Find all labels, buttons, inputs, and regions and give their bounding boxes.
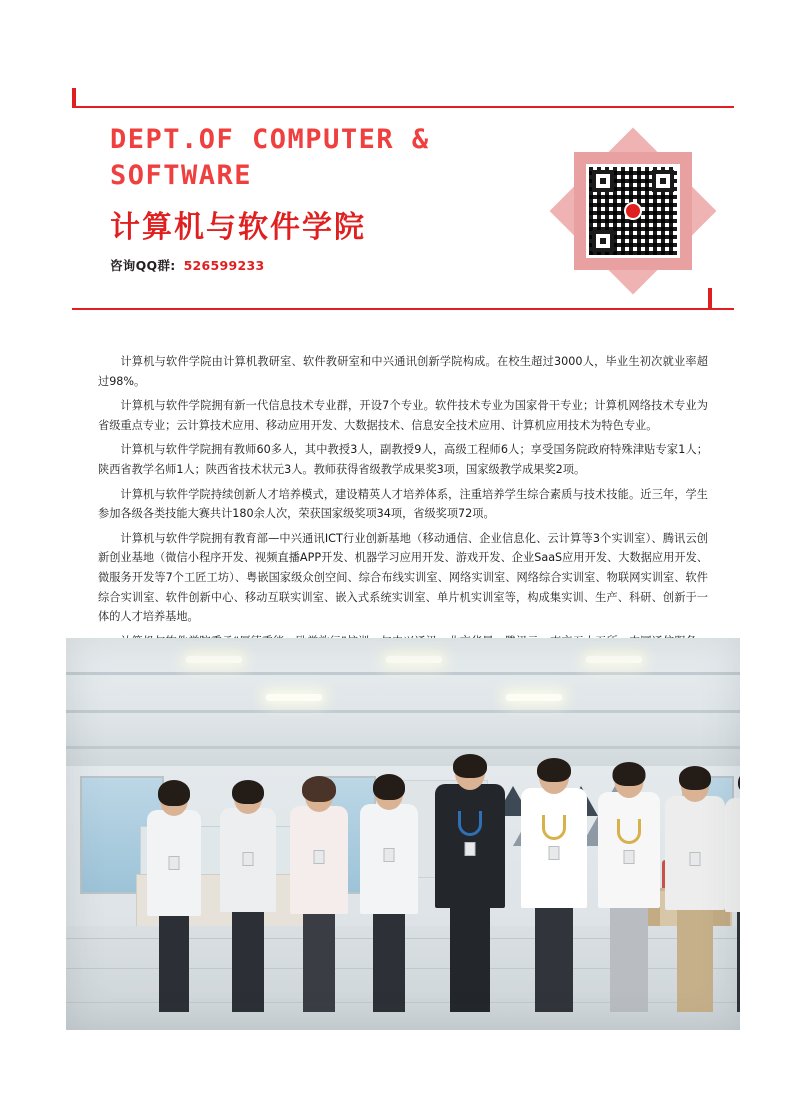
qq-group-line: [110, 256, 265, 274]
faculty-group-photo: [66, 638, 740, 1030]
person-legs: [610, 900, 648, 1012]
person: [432, 736, 508, 1012]
qr-finder-bottom-left: [592, 230, 614, 252]
person-legs: [737, 904, 740, 1012]
paragraph: 计算机与软件学院由计算机教研室、软件教研室和中兴通讯创新学院构成。在校生超过3000人，毕业生初次就业率超过98%。: [98, 355, 708, 388]
person-legs: [677, 902, 713, 1012]
person-hair: [373, 774, 405, 800]
person-hair: [613, 762, 646, 786]
person: [218, 760, 278, 1012]
person-legs: [159, 908, 189, 1012]
person: [594, 744, 664, 1012]
body-copy: [98, 352, 708, 676]
paragraph: 计算机与软件学院持续创新人才培养模式，建设精英人才培养体系，注重培养学生综合素质与技术技能。近三年，学生参加各级各类技能大赛共计180余人次，荣获国家级奖项34项，省级奖项72项。: [98, 487, 708, 521]
ceiling-light: [586, 656, 642, 663]
ceiling-light: [506, 694, 562, 701]
qr-code-badge[interactable]: [574, 152, 692, 270]
person-lanyard: [458, 811, 482, 836]
person: [288, 758, 350, 1012]
person-badge: [243, 852, 254, 866]
person-hair: [302, 776, 336, 802]
person-hair: [232, 780, 264, 804]
person-lanyard: [542, 815, 566, 840]
qr-center-logo-icon: [624, 202, 642, 220]
person-badge: [624, 850, 635, 864]
person-legs: [373, 906, 405, 1012]
person-hair: [679, 766, 711, 790]
person-hair: [158, 780, 190, 806]
qq-group-label: 咨询QQ群:: [110, 258, 176, 273]
page-title-english: DEPT.OF COMPUTER & SOFTWARE: [110, 124, 430, 191]
person-badge: [549, 846, 560, 860]
paragraph: 计算机与软件学院拥有教师60多人，其中教授3人，副教授9人，高级工程师6人；享受国务院政府特殊津贴专家1人；陕西省教学名师1人；陕西省技术状元3人。教师获得省级教学成果奖3项，国家级教学成果奖2项。: [98, 443, 708, 476]
person-hair: [453, 754, 487, 778]
person-torso: [725, 798, 740, 912]
ceiling-light: [266, 694, 322, 701]
person-legs: [232, 904, 264, 1012]
person-legs: [450, 900, 490, 1012]
person-badge: [169, 856, 180, 870]
ceiling-line: [66, 672, 740, 675]
person-badge: [314, 850, 325, 864]
ceiling-light: [186, 656, 242, 663]
bottom-rule-tick: [708, 288, 712, 310]
qr-finder-top-right: [652, 170, 674, 192]
qq-group-number: 526599233: [183, 258, 265, 273]
paragraph: 计算机与软件学院拥有新一代信息技术专业群，开设7个专业。软件技术专业为国家骨干专业；计算机网络技术专业为省级重点专业；云计算技术应用、移动应用开发、大数据技术、信息安全技术应用、计算机应用技术为特色专业。: [98, 399, 708, 432]
top-rule-tick: [72, 88, 76, 108]
person-legs: [303, 906, 335, 1012]
person: [722, 754, 740, 1012]
bottom-rule: [72, 308, 734, 310]
person: [518, 740, 590, 1012]
person-badge: [465, 842, 476, 856]
paragraph: 计算机与软件学院拥有教育部—中兴通讯ICT行业创新基地（移动通信、企业信息化、云计算等3个实训室）、腾讯云创新创业基地（微信小程序开发、视频直播APP开发、机器学习应用开发、游戏开发、企业SaaS应用开发、大数据应用开发、微服务开发等7个工匠工坊）、粤嵌国家级众创空间、综合布线实训室、网络实训室、网络综合实训室、物联网实训室、软件综合实训室、软件创新中心、移动互联实训室、嵌入式系统实训室、单片机实训室等，构成集实训、生产、科研、创新于一体的人才培养基地。: [98, 531, 708, 624]
person-badge: [690, 852, 701, 866]
top-rule: [72, 106, 734, 108]
person: [358, 756, 420, 1012]
person-hair: [537, 758, 571, 782]
person-badge: [384, 848, 395, 862]
qr-finder-top-left: [592, 170, 614, 192]
person: [144, 764, 204, 1012]
ceiling-light: [386, 656, 442, 663]
person-legs: [535, 900, 573, 1012]
person: [662, 750, 728, 1012]
page-title-chinese: 计算机与软件学院: [110, 210, 366, 245]
header-block: [0, 0, 806, 330]
ceiling-line: [66, 710, 740, 713]
person-lanyard: [617, 819, 641, 844]
